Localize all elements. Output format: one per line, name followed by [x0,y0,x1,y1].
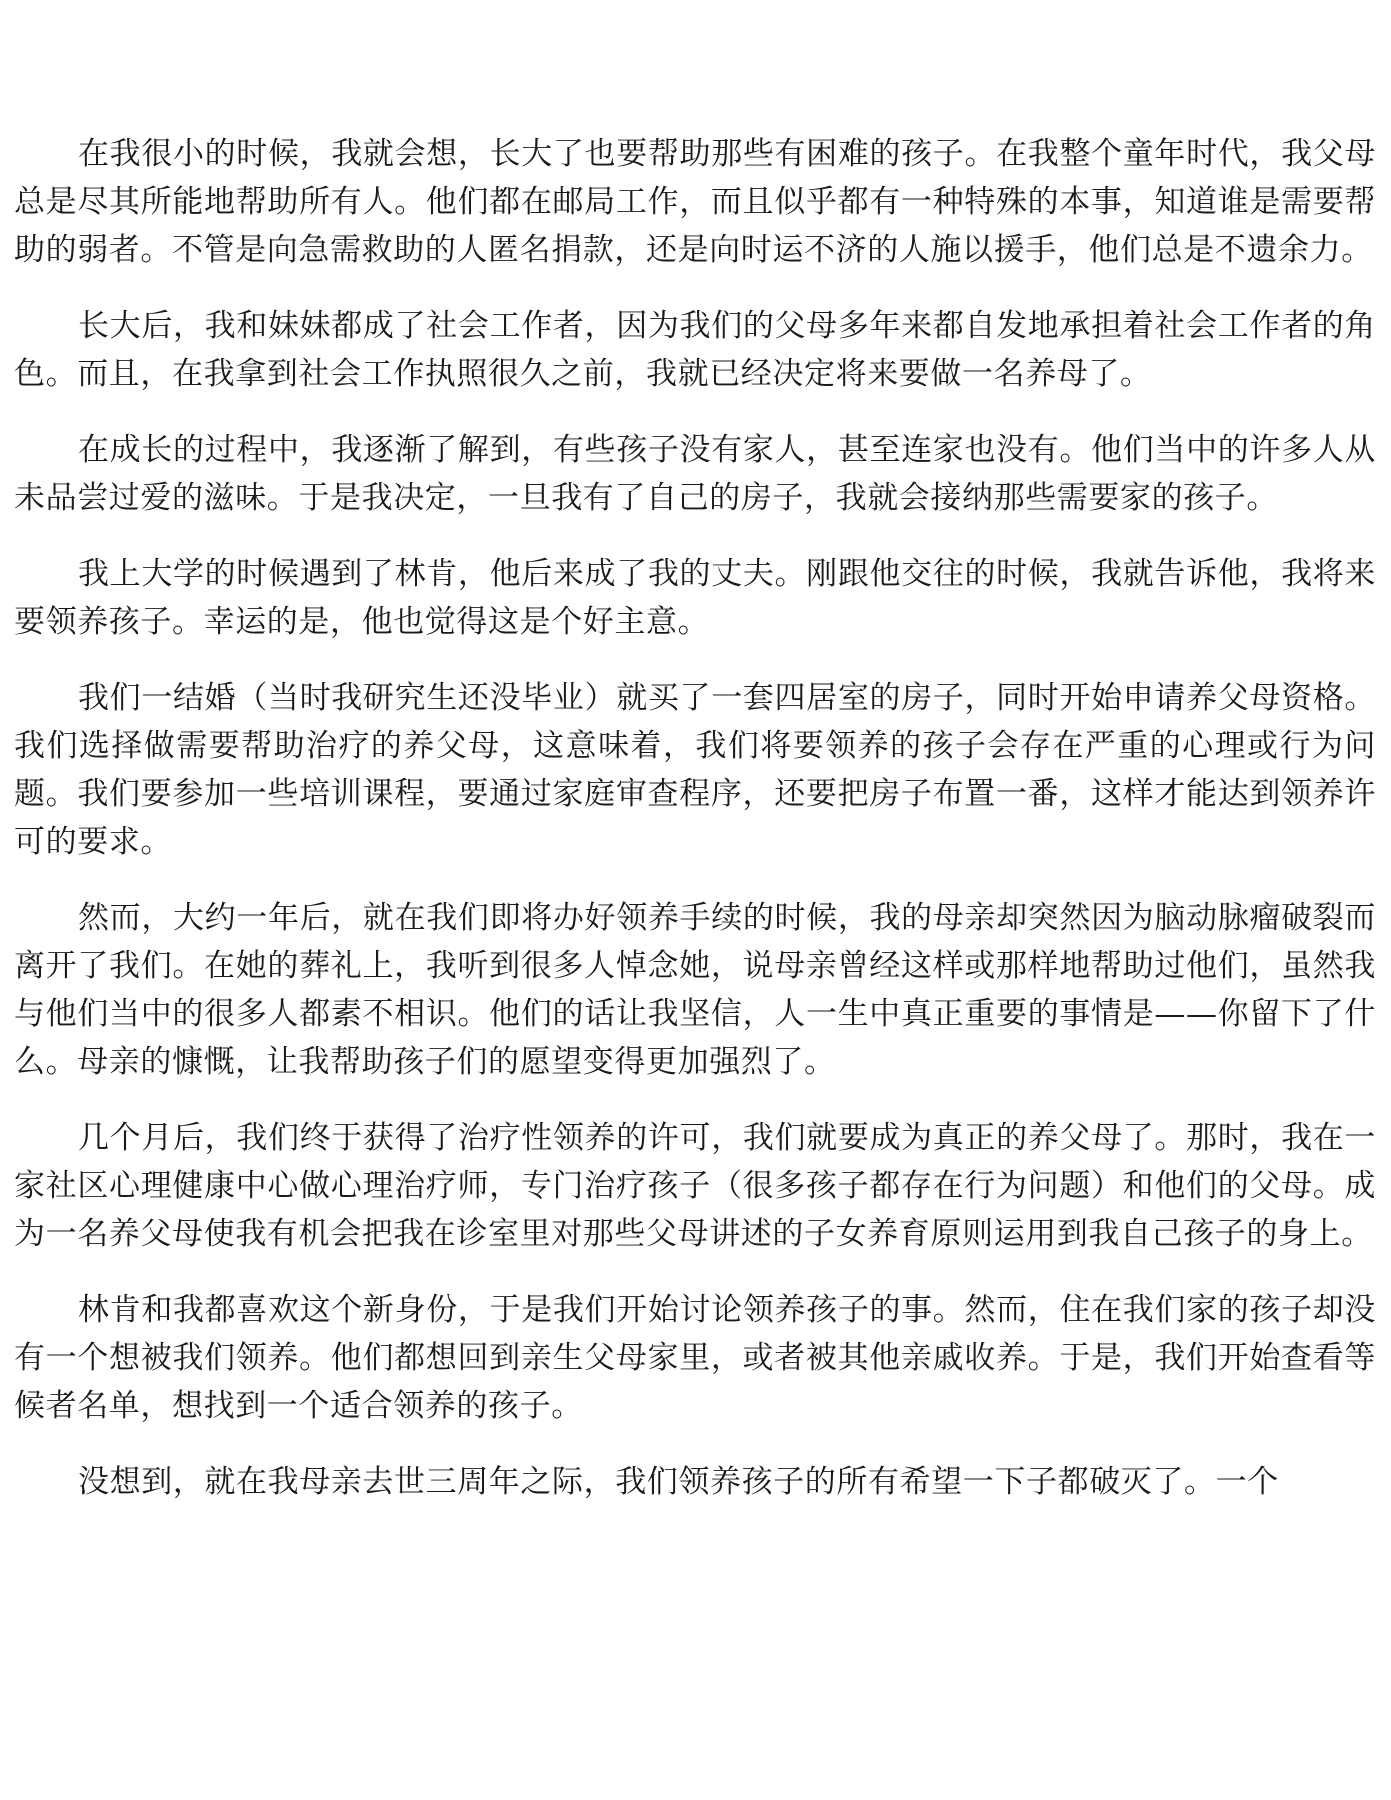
paragraph: 在成长的过程中，我逐渐了解到，有些孩子没有家人，甚至连家也没有。他们当中的许多人从未品尝过爱的滋味。于是我决定，一旦我有了自己的房子，我就会接纳那些需要家的孩子。 [14,432,1376,516]
paragraph: 在我很小的时候，我就会想，长大了也要帮助那些有困难的孩子。在我整个童年时代，我父母总是尽其所能地帮助所有人。他们都在邮局工作，而且似乎都有一种特殊的本事，知道谁是需要帮助的弱者。不管是向急需救助的人匿名捐款，还是向时运不济的人施以援手，他们总是不遗余力。 [14,136,1376,268]
paragraph: 林肯和我都喜欢这个新身份，于是我们开始讨论领养孩子的事。然而，住在我们家的孩子却没有一个想被我们领养。他们都想回到亲生父母家里，或者被其他亲戚收养。于是，我们开始查看等候者名单，想找到一个适合领养的孩子。 [14,1292,1376,1424]
paragraph: 我们一结婚（当时我研究生还没毕业）就买了一套四居室的房子，同时开始申请养父母资格。我们选择做需要帮助治疗的养父母，这意味着，我们将要领养的孩子会存在严重的心理或行为问题。我们要参加一些培训课程，要通过家庭审查程序，还要把房子布置一番，这样才能达到领养许可的要求。 [14,680,1376,860]
document-body [14,130,1376,1534]
paragraph: 我上大学的时候遇到了林肯，他后来成了我的丈夫。刚跟他交往的时候，我就告诉他，我将来要领养孩子。幸运的是，他也觉得这是个好主意。 [14,556,1376,640]
paragraph: 然而，大约一年后，就在我们即将办好领养手续的时候，我的母亲却突然因为脑动脉瘤破裂而离开了我们。在她的葬礼上，我听到很多人悼念她，说母亲曾经这样或那样地帮助过他们，虽然我与他们当中的很多人都素不相识。他们的话让我坚信，人一生中真正重要的事情是——你留下了什么。母亲的慷慨，让我帮助孩子们的愿望变得更加强烈了。 [14,900,1376,1080]
paragraph: 没想到，就在我母亲去世三周年之际，我们领养孩子的所有希望一下子都破灭了。一个 [78,1464,1279,1500]
paragraph: 长大后，我和妹妹都成了社会工作者，因为我们的父母多年来都自发地承担着社会工作者的角色。而且，在我拿到社会工作执照很久之前，我就已经决定将来要做一名养母了。 [14,308,1376,392]
paragraph: 几个月后，我们终于获得了治疗性领养的许可，我们就要成为真正的养父母了。那时，我在一家社区心理健康中心做心理治疗师，专门治疗孩子（很多孩子都存在行为问题）和他们的父母。成为一名养父母使我有机会把我在诊室里对那些父母讲述的子女养育原则运用到我自己孩子的身上。 [14,1120,1376,1252]
